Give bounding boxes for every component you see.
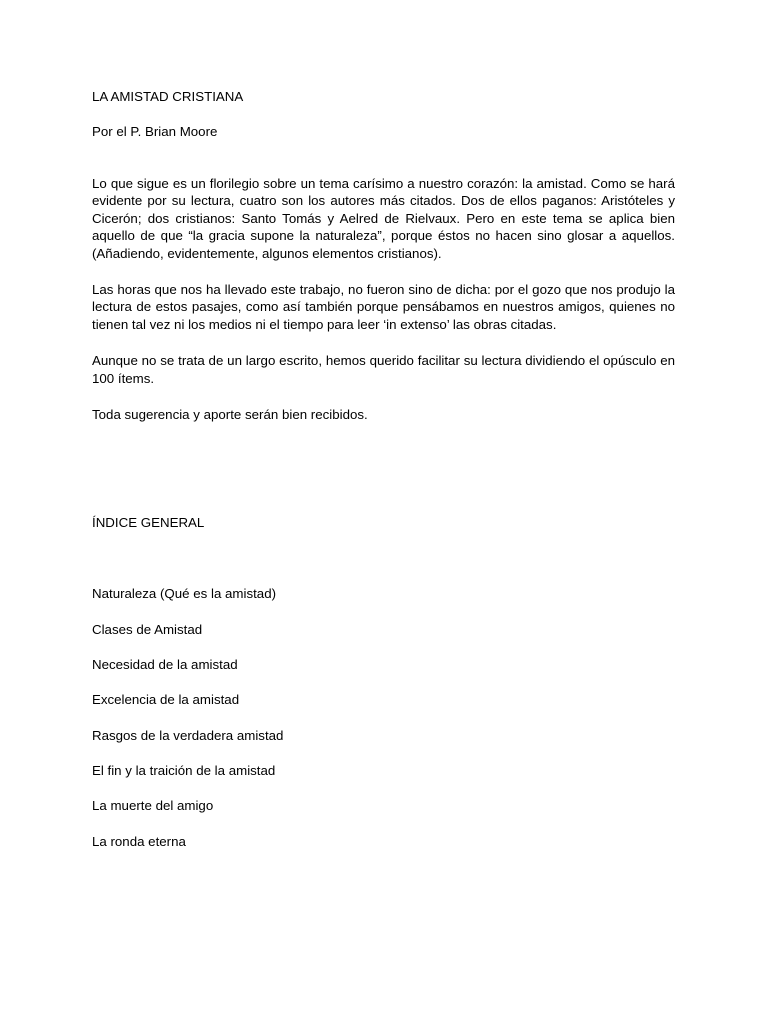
document-page [92, 88, 675, 868]
intro-paragraph: Las horas que nos ha llevado este trabajo, no fueron sino de dicha: por el gozo que nos produjo la lectura de estos pasajes, como así también porque pensábamos en nuestros amigos, quienes no tienen tal vez ni los medios ni el tiempo para leer ‘in extenso’ las obras citadas. [92, 282, 675, 332]
intro-paragraph: Aunque no se trata de un largo escrito, hemos querido facilitar su lectura dividiendo el opúsculo en 100 ítems. [92, 353, 675, 386]
index-item: Necesidad de la amistad [92, 657, 238, 673]
index-item: La muerte del amigo [92, 798, 214, 814]
index-item: Naturaleza (Qué es la amistad) [92, 586, 277, 602]
document-author: Por el P. Brian Moore [92, 124, 218, 139]
index-list [92, 585, 675, 849]
index-item: El fin y la traición de la amistad [92, 762, 276, 778]
document-title: LA AMISTAD CRISTIANA [92, 89, 244, 104]
index-item: Rasgos de la verdadera amistad [92, 727, 284, 743]
index-item: La ronda eterna [92, 833, 186, 849]
index-item: Excelencia de la amistad [92, 692, 240, 708]
intro-paragraph: Toda sugerencia y aporte serán bien recibidos. [92, 407, 368, 423]
index-title: ÍNDICE GENERAL [92, 515, 205, 531]
intro-paragraph: Lo que sigue es un florilegio sobre un tema carísimo a nuestro corazón: la amistad. Como se hará evidente por su lectura, cuatro son los autores más citados. Dos de ellos paganos: Aristóteles y Cicerón; dos cristianos: Santo Tomás y Aelred de Rielvaux. Pero en este tema se aplica bien aquello de que “la gracia supone la naturaleza”, porque éstos no hacen sino glosar a aquellos. (Añadiendo, evidentemente, algunos elementos cristianos). [92, 176, 675, 261]
index-item: Clases de Amistad [92, 621, 203, 637]
